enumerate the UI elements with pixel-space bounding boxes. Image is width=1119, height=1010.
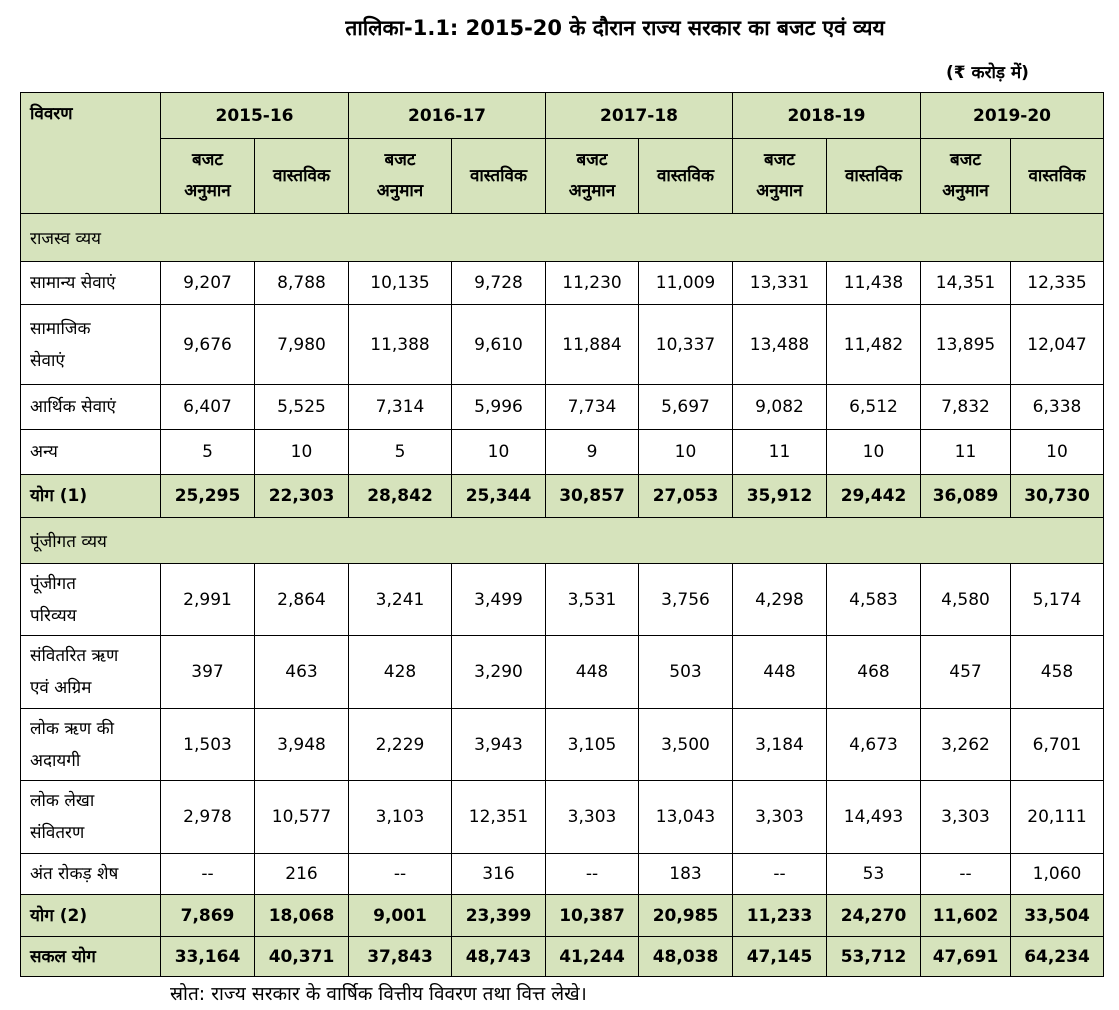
header-year: 2018-19 (733, 93, 921, 139)
table-row (21, 937, 1104, 977)
cell-actual: 316 (452, 854, 546, 895)
cell-budget-estimate: 9,082 (733, 385, 827, 430)
cell-budget-estimate: 14,351 (921, 262, 1011, 305)
cell-actual: 7,980 (255, 305, 349, 385)
cell-actual: 1,060 (1011, 854, 1104, 895)
cell-actual: 6,338 (1011, 385, 1104, 430)
row-label-line1: योग (1) (30, 486, 88, 506)
cell-actual: 503 (639, 636, 733, 709)
table-row (21, 385, 1104, 430)
header-budget-line1: बजट (764, 150, 795, 170)
row-label (21, 781, 161, 854)
table-row (21, 262, 1104, 305)
cell-budget-estimate: 13,895 (921, 305, 1011, 385)
cell-actual: 3,943 (452, 709, 546, 781)
header-year: 2015-16 (161, 93, 349, 139)
table-row (21, 854, 1104, 895)
row-label-line1: संवितरित ऋण (30, 646, 119, 666)
row-label (21, 895, 161, 937)
cell-actual: 12,335 (1011, 262, 1104, 305)
cell-actual: 3,290 (452, 636, 546, 709)
cell-budget-estimate: 3,303 (733, 781, 827, 854)
table-title: तालिका-1.1: 2015-20 के दौरान राज्य सरकार का बजट एवं व्यय (345, 16, 885, 40)
cell-budget-estimate: 428 (349, 636, 452, 709)
cell-budget-estimate: 7,832 (921, 385, 1011, 430)
cell-budget-estimate: 1,503 (161, 709, 255, 781)
cell-actual: 3,500 (639, 709, 733, 781)
cell-actual: 5,174 (1011, 564, 1104, 636)
cell-actual: 5,697 (639, 385, 733, 430)
cell-budget-estimate: 2,229 (349, 709, 452, 781)
row-label-line2: एवं अग्रिम (30, 678, 92, 698)
cell-actual: 9,728 (452, 262, 546, 305)
header-budget-line1: बजट (192, 150, 223, 170)
cell-budget-estimate: 3,262 (921, 709, 1011, 781)
unit-note: (₹ करोड़ में) (946, 63, 1029, 83)
cell-budget-estimate: 4,298 (733, 564, 827, 636)
cell-actual: 4,583 (827, 564, 921, 636)
cell-actual: 10 (827, 430, 921, 475)
cell-actual: 12,351 (452, 781, 546, 854)
cell-budget-estimate: -- (546, 854, 639, 895)
cell-budget-estimate: 3,105 (546, 709, 639, 781)
budget-table (20, 92, 1104, 977)
row-label-line1: आर्थिक सेवाएं (30, 397, 116, 417)
cell-actual: 24,270 (827, 895, 921, 937)
row-label-line1: सकल योग (30, 946, 96, 967)
row-label-line1: लोक लेखा (30, 791, 95, 811)
section-heading: पूंजीगत व्यय (21, 518, 1104, 564)
cell-budget-estimate: 47,691 (921, 937, 1011, 977)
header-year: 2016-17 (349, 93, 546, 139)
cell-actual: 10 (452, 430, 546, 475)
row-label (21, 475, 161, 518)
row-label-line2: सेवाएं (30, 350, 65, 371)
cell-actual: 5,996 (452, 385, 546, 430)
cell-budget-estimate: 13,488 (733, 305, 827, 385)
cell-budget-estimate: 33,164 (161, 937, 255, 977)
cell-actual: 3,756 (639, 564, 733, 636)
cell-actual: 14,493 (827, 781, 921, 854)
cell-actual: 10,337 (639, 305, 733, 385)
cell-actual: 463 (255, 636, 349, 709)
cell-budget-estimate: 5 (161, 430, 255, 475)
section-row (21, 214, 1104, 262)
cell-budget-estimate: 2,991 (161, 564, 255, 636)
cell-budget-estimate: 3,241 (349, 564, 452, 636)
cell-budget-estimate: 9 (546, 430, 639, 475)
table-row (21, 781, 1104, 854)
cell-budget-estimate: 9,207 (161, 262, 255, 305)
cell-actual: 216 (255, 854, 349, 895)
cell-budget-estimate: 448 (733, 636, 827, 709)
cell-actual: 53 (827, 854, 921, 895)
header-budget-line2: अनुमान (942, 181, 989, 201)
cell-budget-estimate: 47,145 (733, 937, 827, 977)
row-label (21, 937, 161, 977)
table-row (21, 475, 1104, 518)
cell-budget-estimate: -- (921, 854, 1011, 895)
section-heading: राजस्व व्यय (21, 214, 1104, 262)
cell-budget-estimate: 37,843 (349, 937, 452, 977)
cell-budget-estimate: 3,103 (349, 781, 452, 854)
cell-actual: 20,985 (639, 895, 733, 937)
cell-actual: 48,743 (452, 937, 546, 977)
cell-budget-estimate: 41,244 (546, 937, 639, 977)
header-budget-estimate (733, 139, 827, 214)
header-budget-estimate (546, 139, 639, 214)
cell-actual: 11,009 (639, 262, 733, 305)
cell-actual: 40,371 (255, 937, 349, 977)
cell-budget-estimate: 3,303 (921, 781, 1011, 854)
cell-actual: 25,344 (452, 475, 546, 518)
row-label-line2: अदायगी (30, 750, 81, 771)
cell-budget-estimate: 397 (161, 636, 255, 709)
cell-budget-estimate: 7,734 (546, 385, 639, 430)
cell-budget-estimate: 3,184 (733, 709, 827, 781)
row-label (21, 430, 161, 475)
header-actual: वास्तविक (827, 139, 921, 214)
cell-budget-estimate: -- (349, 854, 452, 895)
cell-budget-estimate: 30,857 (546, 475, 639, 518)
cell-budget-estimate: 28,842 (349, 475, 452, 518)
header-budget-estimate (921, 139, 1011, 214)
cell-budget-estimate: -- (733, 854, 827, 895)
cell-actual: 10 (1011, 430, 1104, 475)
cell-actual: 10 (639, 430, 733, 475)
row-label-line1: सामाजिक (30, 318, 91, 339)
cell-budget-estimate: 11,233 (733, 895, 827, 937)
header-actual: वास्तविक (452, 139, 546, 214)
cell-budget-estimate: 11,230 (546, 262, 639, 305)
row-label (21, 636, 161, 709)
row-label-line1: योग (2) (30, 905, 88, 926)
header-description: विवरण (21, 93, 161, 214)
cell-actual: 11,482 (827, 305, 921, 385)
row-label (21, 262, 161, 305)
cell-actual: 2,864 (255, 564, 349, 636)
table-row (21, 895, 1104, 937)
cell-actual: 458 (1011, 636, 1104, 709)
cell-actual: 3,948 (255, 709, 349, 781)
cell-actual: 9,610 (452, 305, 546, 385)
header-year: 2017-18 (546, 93, 733, 139)
cell-budget-estimate: 457 (921, 636, 1011, 709)
header-budget-line2: अनुमान (376, 181, 424, 201)
cell-actual: 10,577 (255, 781, 349, 854)
header-budget-estimate (349, 139, 452, 214)
cell-actual: 4,673 (827, 709, 921, 781)
header-budget-line2: अनुमान (184, 181, 231, 201)
row-label-line1: पूंजीगत (30, 573, 76, 594)
cell-budget-estimate: 11 (921, 430, 1011, 475)
cell-actual: 8,788 (255, 262, 349, 305)
row-label (21, 305, 161, 385)
header-budget-estimate (161, 139, 255, 214)
cell-actual: 22,303 (255, 475, 349, 518)
cell-actual: 27,053 (639, 475, 733, 518)
cell-actual: 11,438 (827, 262, 921, 305)
row-label-line1: सामान्य सेवाएं (30, 273, 116, 293)
cell-actual: 30,730 (1011, 475, 1104, 518)
cell-budget-estimate: 11,884 (546, 305, 639, 385)
cell-actual: 18,068 (255, 895, 349, 937)
cell-budget-estimate: 2,978 (161, 781, 255, 854)
cell-budget-estimate: 11 (733, 430, 827, 475)
header-budget-line2: अनुमान (756, 181, 803, 201)
row-label-line1: अंत रोकड़ शेष (30, 864, 119, 884)
header-budget-line1: बजट (384, 150, 416, 170)
table-row (21, 305, 1104, 385)
cell-budget-estimate: 7,314 (349, 385, 452, 430)
row-label-line2: संवितरण (30, 823, 85, 843)
cell-budget-estimate: 4,580 (921, 564, 1011, 636)
source-note: स्रोत: राज्य सरकार के वार्षिक वित्तीय विवरण तथा वित्त लेखे। (170, 983, 587, 1005)
row-label (21, 564, 161, 636)
table-row (21, 564, 1104, 636)
cell-actual: 29,442 (827, 475, 921, 518)
cell-actual: 13,043 (639, 781, 733, 854)
cell-actual: 468 (827, 636, 921, 709)
row-label (21, 385, 161, 430)
header-budget-line2: अनुमान (568, 181, 616, 201)
header-budget-line1: बजट (576, 150, 608, 170)
cell-actual: 33,504 (1011, 895, 1104, 937)
table-row (21, 636, 1104, 709)
cell-budget-estimate: 35,912 (733, 475, 827, 518)
cell-budget-estimate: -- (161, 854, 255, 895)
header-actual: वास्तविक (255, 139, 349, 214)
cell-budget-estimate: 11,388 (349, 305, 452, 385)
cell-actual: 23,399 (452, 895, 546, 937)
table-row (21, 430, 1104, 475)
cell-budget-estimate: 10,387 (546, 895, 639, 937)
cell-actual: 64,234 (1011, 937, 1104, 977)
header-actual: वास्तविक (1011, 139, 1104, 214)
cell-budget-estimate: 6,407 (161, 385, 255, 430)
cell-actual: 12,047 (1011, 305, 1104, 385)
cell-budget-estimate: 9,001 (349, 895, 452, 937)
row-label (21, 709, 161, 781)
row-label-line1: लोक ऋण की (30, 718, 115, 739)
cell-budget-estimate: 36,089 (921, 475, 1011, 518)
cell-actual: 10 (255, 430, 349, 475)
cell-actual: 3,499 (452, 564, 546, 636)
section-row (21, 518, 1104, 564)
cell-actual: 53,712 (827, 937, 921, 977)
cell-actual: 6,701 (1011, 709, 1104, 781)
cell-actual: 5,525 (255, 385, 349, 430)
cell-budget-estimate: 5 (349, 430, 452, 475)
cell-budget-estimate: 10,135 (349, 262, 452, 305)
cell-budget-estimate: 3,303 (546, 781, 639, 854)
cell-actual: 48,038 (639, 937, 733, 977)
cell-actual: 183 (639, 854, 733, 895)
header-actual: वास्तविक (639, 139, 733, 214)
cell-budget-estimate: 3,531 (546, 564, 639, 636)
cell-actual: 6,512 (827, 385, 921, 430)
row-label-line1: अन्य (30, 442, 58, 462)
row-label (21, 854, 161, 895)
table-row (21, 709, 1104, 781)
cell-budget-estimate: 9,676 (161, 305, 255, 385)
row-label-line2: परिव्यय (30, 605, 77, 626)
cell-budget-estimate: 25,295 (161, 475, 255, 518)
header-year: 2019-20 (921, 93, 1104, 139)
cell-actual: 20,111 (1011, 781, 1104, 854)
cell-budget-estimate: 13,331 (733, 262, 827, 305)
cell-budget-estimate: 7,869 (161, 895, 255, 937)
cell-budget-estimate: 448 (546, 636, 639, 709)
cell-budget-estimate: 11,602 (921, 895, 1011, 937)
header-budget-line1: बजट (950, 150, 981, 170)
